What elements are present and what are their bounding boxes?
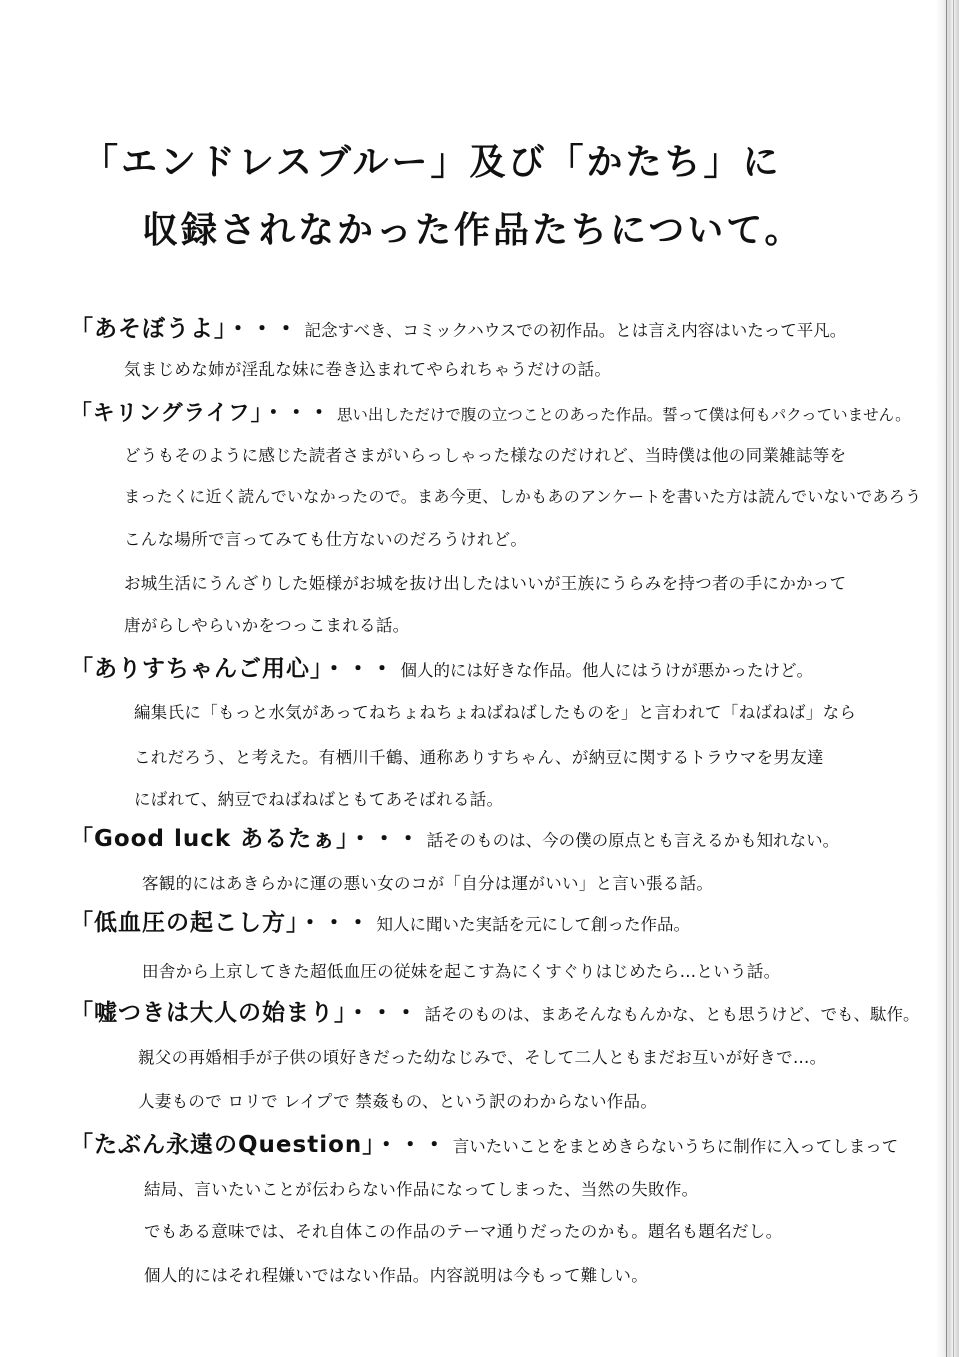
work-description: 言いたいことをまとめきらないうちに制作に入ってしまって <box>452 1137 899 1156</box>
work-title: 「あそぼうよ」・・・ <box>70 316 299 342</box>
work-heading <box>70 994 920 1027</box>
work-title: 「たぶん永遠のQuestion」・・・ <box>70 1132 447 1158</box>
work-heading <box>70 820 839 853</box>
work-text-line: お城生活にうんざりした姫様がお城を抜け出したはいいが王族にうらみを持つ者の手にかかって <box>124 574 847 593</box>
work-text-line: こんな場所で言ってみても仕方ないのだろうけれど。 <box>124 530 528 549</box>
work-text-line: 結局、言いたいことが伝わらない作品になってしまった、当然の失敗作。 <box>144 1180 699 1199</box>
work-text-line: 人妻もので ロリで レイプで 禁姦もの、という訳のわからない作品。 <box>138 1092 658 1111</box>
work-heading <box>70 904 690 937</box>
work-text-line: まったくに近く読んでいなかったので。まあ今更、しかもあのアンケートを書いた方は読んでいないであろう <box>124 487 922 506</box>
work-title: 「嘘つきは大人の始まり」・・・ <box>70 1000 419 1026</box>
work-text-line: 気まじめな姉が淫乱な妹に巻き込まれてやられちゃうだけの話。 <box>124 360 612 379</box>
work-heading <box>70 650 813 683</box>
work-description: 個人的には好きな作品。他人にはうけが悪かったけど。 <box>400 661 813 680</box>
page-edge-shadow <box>935 0 959 1357</box>
work-text-line: 個人的にはそれ程嫌いではない作品。内容説明は今もって難しい。 <box>144 1266 648 1285</box>
work-title: 「ありすちゃんご用心」・・・ <box>70 656 395 682</box>
work-title: 「Good luck あるたぁ」・・・ <box>70 826 421 852</box>
work-description: 話そのものは、今の僕の原点とも言えるかも知れない。 <box>426 831 840 850</box>
page-title-line-1: 「エンドレスブルー」及び「かたち」に <box>82 142 782 183</box>
page-edge-line <box>953 0 954 1357</box>
work-heading <box>70 310 846 343</box>
work-title: 「キリングライフ」・・・ <box>70 401 331 426</box>
work-text-line: どうもそのように感じた読者さまがいらっしゃった様なのだけれど、当時僕は他の同業雑誌等を <box>124 446 847 465</box>
work-text-line: 親父の再婚相手が子供の頃好きだった幼なじみで、そして二人ともまだお互いが好きで…。 <box>138 1048 827 1067</box>
page-edge-line <box>946 0 947 1357</box>
work-description: 話そのものは、まあそんなもんかな、とも思うけど、でも、駄作。 <box>424 1005 920 1024</box>
page-title-line-2: 収録されなかった作品たちについて。 <box>142 210 804 251</box>
work-description: 記念すべき、コミックハウスでの初作品。とは言え内容はいたって平凡。 <box>304 321 847 340</box>
work-text-line: でもある意味では、それ自体この作品のテーマ通りだったのかも。題名も題名だし。 <box>144 1222 783 1241</box>
work-text-line: これだろう、と考えた。有栖川千鶴、通称ありすちゃん、が納豆に関するトラウマを男友達 <box>134 748 824 767</box>
work-description: 知人に聞いた実話を元にして創った作品。 <box>376 915 690 934</box>
work-text-line: 客観的にはあきらかに運の悪い女のコが「自分は運がいい」と言い張る話。 <box>142 874 714 893</box>
work-title: 「低血圧の起こし方」・・・ <box>70 910 371 936</box>
work-text-line: にばれて、納豆でねばねばともてあそばれる話。 <box>134 790 504 809</box>
work-heading <box>70 1126 898 1159</box>
work-text-line: 田舎から上京してきた超低血圧の従妹を起こす為にくすぐりはじめたら…という話。 <box>142 962 781 981</box>
work-text-line: 唐がらしやらいかをつっこまれる話。 <box>124 616 410 635</box>
work-description: 思い出しただけで腹の立つことのあった作品。誓って僕は何もパクっていません。 <box>336 406 911 424</box>
work-text-line: 編集氏に「もっと水気があってねちょねちょねばねばしたものを」と言われて「ねばねば」なら <box>134 703 857 722</box>
work-heading <box>70 396 911 427</box>
